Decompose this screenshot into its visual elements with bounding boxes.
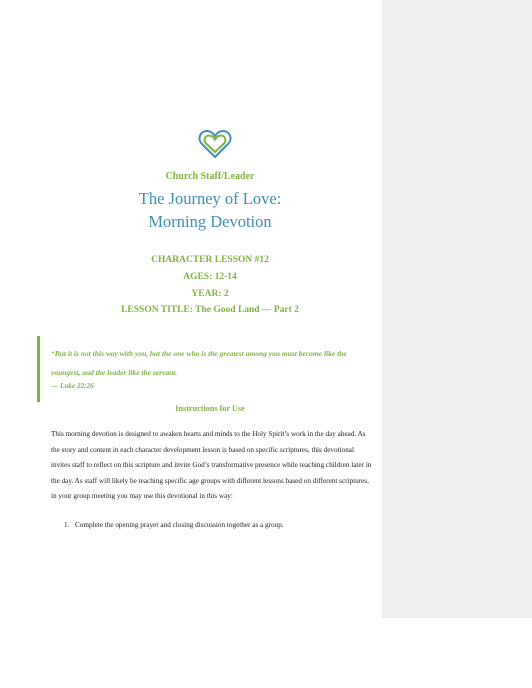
list-item-number: 1.	[64, 521, 70, 529]
instructions-body: This morning devotion is designed to awaken hearts and minds to the Holy Spirit’s work in the day ahead. As the story and content in each character development lesson is based on specific scriptures, this devotional invites staff to reflect on this scripture and invite God’s transformative presence while teaching children later in the day. As staff will likely be teaching specific age groups with different lessons based on different scriptures, in your group meeting you may use this devotional in this way:	[51, 430, 372, 500]
quote-bar	[37, 336, 40, 402]
list-item	[64, 521, 364, 529]
year-label: YEAR: 2	[191, 289, 229, 299]
ages-label: AGES: 12-14	[183, 272, 237, 282]
instructions-heading: Instructions for Use	[175, 404, 245, 413]
lesson-title: LESSON TITLE: The Good Land — Part 2	[121, 305, 299, 315]
scripture-quote: “But it is not this way with you, but the one who is the greatest among you must become like the youngest, and the leader like the servant.	[51, 349, 347, 377]
heart-icon	[198, 128, 232, 160]
page-gap	[382, 618, 532, 688]
page-title-line2: Morning Devotion	[148, 212, 272, 231]
scripture-reference: — Luke 22:26	[51, 382, 94, 390]
page-title-line1: The Journey of Love:	[138, 189, 282, 208]
comment-pane	[382, 0, 532, 618]
list-item-text: Complete the opening prayer and closing discussion together as a group.	[75, 521, 284, 529]
audience-label: Church Staff/Leader	[165, 171, 255, 182]
character-lesson-number: CHARACTER LESSON #12	[151, 255, 269, 265]
